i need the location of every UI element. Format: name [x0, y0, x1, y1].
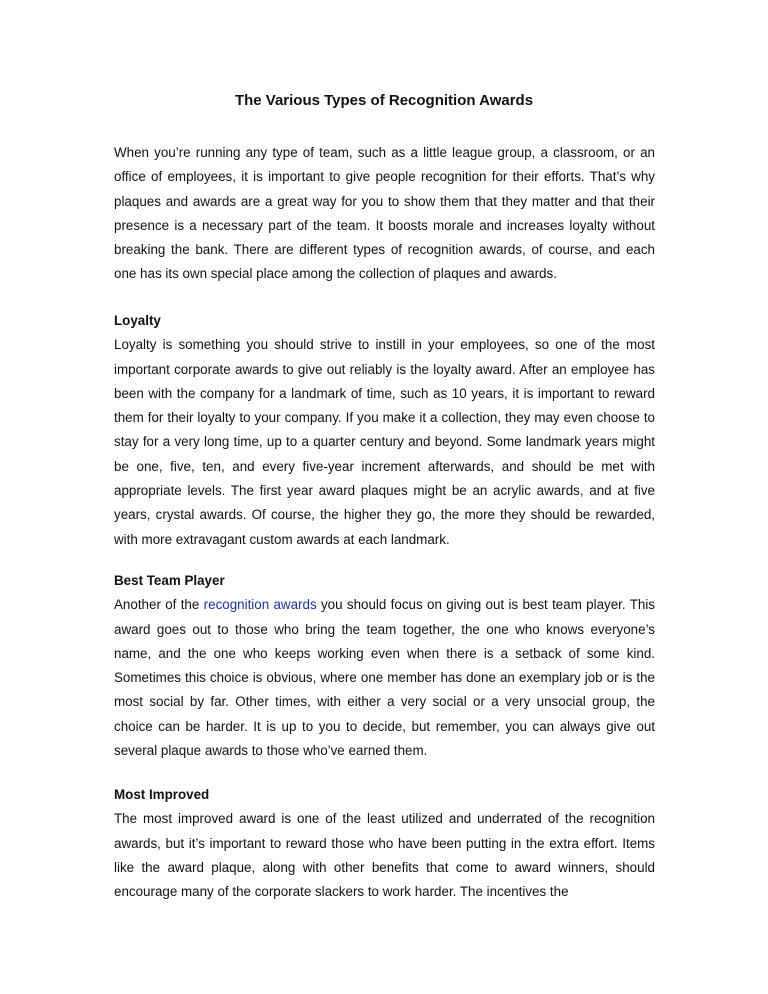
document-title: The Various Types of Recognition Awards: [234, 92, 534, 109]
most-improved-section: [114, 783, 655, 904]
paragraph-text-before-link: Another of the: [114, 597, 204, 613]
most-improved-paragraph: The most improved award is one of the least utilized and underrated of the recognition awards, but it’s important to reward those who have been putting in the extra effort. Items like the award plaque, along with other benefits that come to award winners, should encourage many of the corporate slackers to work harder. The incentives the: [114, 811, 655, 900]
loyalty-section: [114, 309, 655, 552]
best-team-player-section: [114, 569, 655, 763]
section-heading-loyalty: Loyalty: [114, 313, 161, 328]
intro-paragraph: When you’re running any type of team, such as a little league group, a classroom, or an office of employees, it is important to give people recognition for their efforts. That’s why plaques and awards are a great way for you to show them that they matter and that their presence is a necessary part of the team. It boosts morale and increases loyalty without breaking the bank. There are different types of recognition awards, of course, and each one has its own special place among the collection of plaques and awards.: [114, 145, 655, 282]
best-team-player-paragraph: [114, 593, 655, 763]
paragraph-text-after-link: you should focus on giving out is best team player. This award goes out to those who bring the team together, the one who knows everyone’s name, and the one who keeps working even when there is a setback of some kind. Sometimes this choice is obvious, where one member has done an exemplary job or is the most social by far. Other times, with either a very social or a very unsocial group, the choice can be harder. It is up to you to decide, but remember, you can always give out several plaque awards to those who’ve earned them.: [114, 597, 655, 759]
section-heading-best-team-player: Best Team Player: [114, 573, 225, 588]
loyalty-paragraph: Loyalty is something you should strive to instill in your employees, so one of the most important corporate awards to give out reliably is the loyalty award. After an employee has been with the company for a landmark of time, such as 10 years, it is important to reward them for their loyalty to your company. If you make it a collection, they may even choose to stay for a very long time, up to a quarter century and beyond. Some landmark years might be one, five, ten, and every five-year increment afterwards, and should be met with appropriate levels. The first year award plaques might be an acrylic awards, and at five years, crystal awards. Of course, the higher they go, the more they should be rewarded, with more extravagant custom awards at each landmark.: [114, 337, 655, 547]
intro-section: [114, 141, 655, 287]
recognition-awards-link[interactable]: recognition awards: [203, 597, 317, 613]
section-heading-most-improved: Most Improved: [114, 787, 210, 802]
